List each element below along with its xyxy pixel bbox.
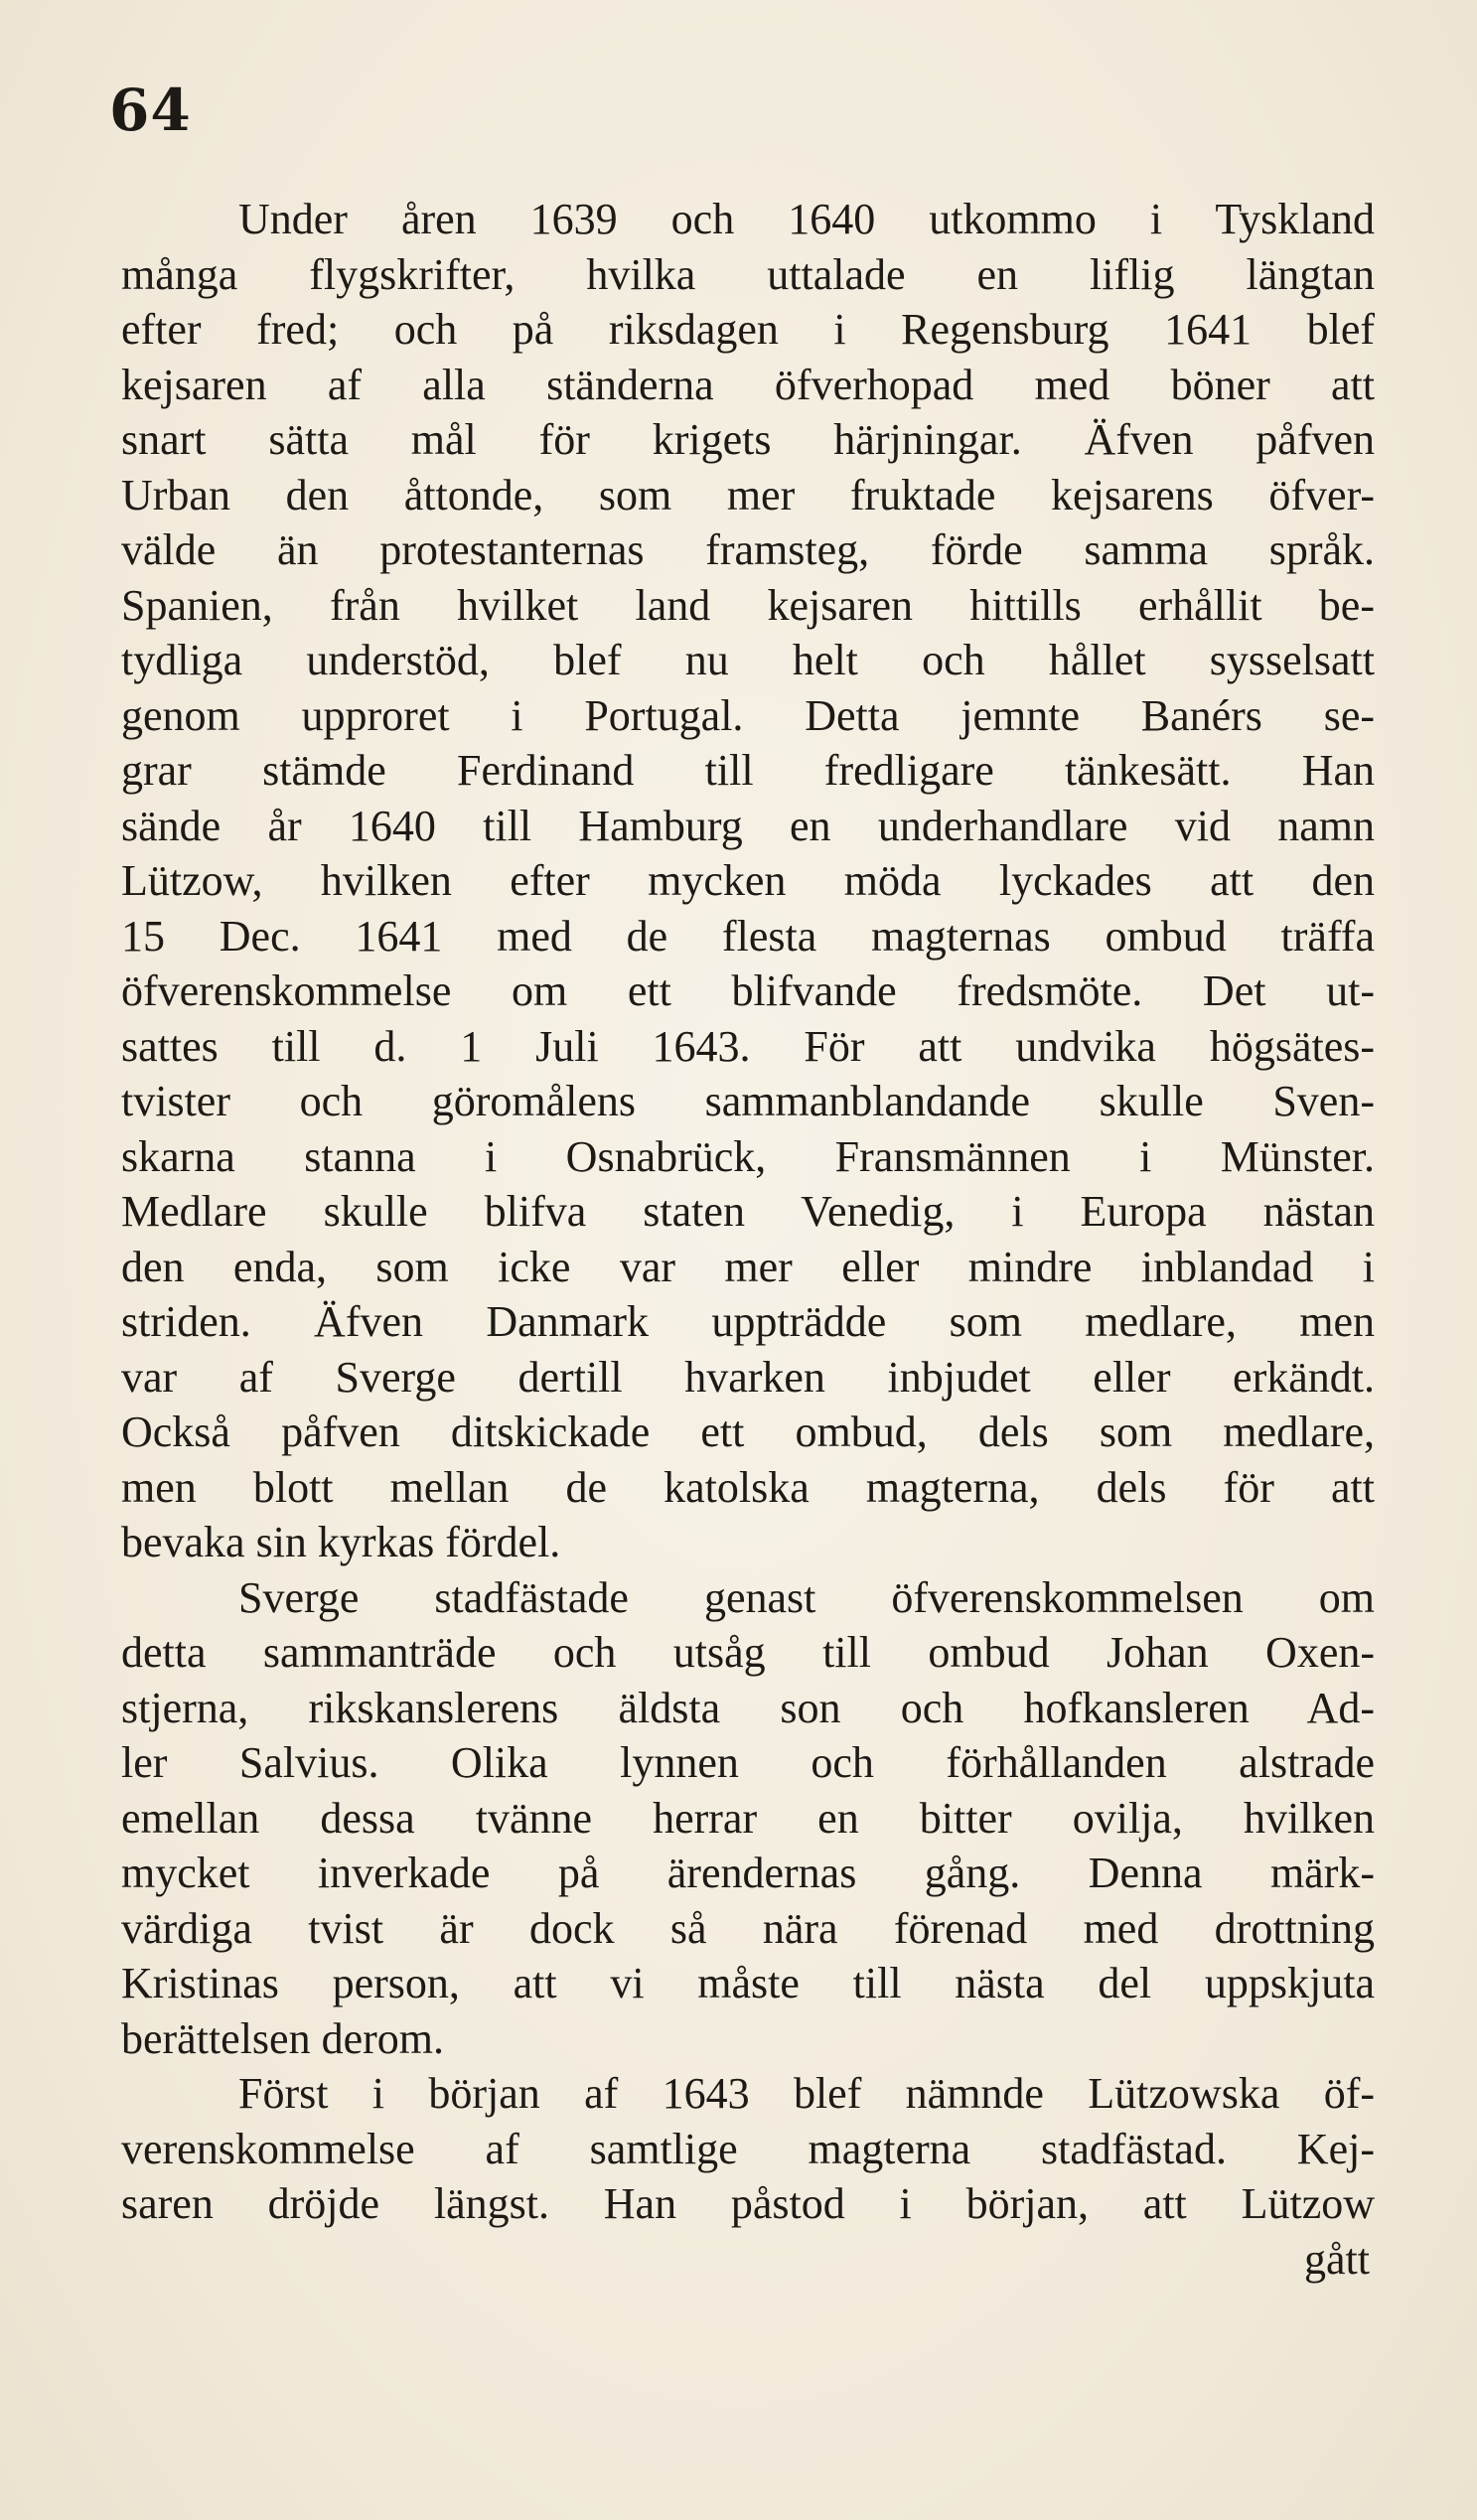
text-line: genom upproret i Portugal. Detta jemnte Banérs se- — [121, 690, 1375, 740]
text-line: grar stämde Ferdinand till fredligare tänkesätt. Han — [121, 746, 1375, 795]
text-line: tvister och göromålens sammanblandande skulle Sven- — [121, 1077, 1375, 1125]
text-line: detta sammanträde och utsåg till ombud Johan Oxen- — [121, 1628, 1375, 1677]
text-line: kejsaren af alla ständerna öfverhopad med böner att — [121, 360, 1375, 409]
text-line: Lützow, hvilken efter mycken möda lyckades att den — [121, 856, 1375, 905]
text-line: snart sätta mål för krigets härjningar. Äfven påfven — [121, 415, 1375, 464]
text-line: Spanien, från hvilket land kejsaren hittills erhållit be- — [121, 580, 1375, 630]
text-line: värdiga tvist är dock så nära förenad med drottning — [121, 1903, 1375, 1953]
text-line: efter fred; och på riksdagen i Regensburg 1641 blef — [121, 305, 1375, 354]
text-line: Medlare skulle blifva staten Venedig, i Europa nästan — [121, 1187, 1375, 1236]
page-number: 64 — [109, 76, 192, 144]
text-line: verenskommelse af samtlige magterna stadfästad. Kej- — [121, 2124, 1375, 2173]
text-line: saren dröjde längst. Han påstod i början, att Lützow — [121, 2179, 1375, 2228]
text-line: sattes till d. 1 Juli 1643. För att undvika högsätes- — [121, 1021, 1375, 1071]
text-line: Kristinas person, att vi måste till nästa del uppskjuta — [121, 1959, 1375, 2007]
text-line: var af Sverge dertill hvarken inbjudet eller erkändt. — [121, 1352, 1375, 1402]
text-line: bevaka sin kyrkas fördel. — [121, 1518, 561, 1566]
catchword: gått — [1304, 2234, 1370, 2284]
text-line: Också påfven ditskickade ett ombud, dels som medlare, — [121, 1408, 1375, 1456]
text-line: striden. Äfven Danmark uppträdde som medlare, men — [121, 1297, 1375, 1346]
text-line: tydliga understöd, blef nu helt och hållet sysselsatt — [121, 636, 1375, 684]
text-line: den enda, som icke var mer eller mindre inblandad i — [121, 1242, 1375, 1291]
text-line: Urban den åttonde, som mer fruktade kejsarens öfver- — [121, 470, 1375, 519]
text-line: emellan dessa tvänne herrar en bitter ovilja, hvilken — [121, 1793, 1375, 1843]
text-line: Först i början af 1643 blef nämnde Lützowska öf- — [238, 2069, 1375, 2118]
text-line: många flygskrifter, hvilka uttalade en liflig längtan — [121, 249, 1375, 299]
text-line: öfverenskommelse om ett blifvande fredsmöte. Det ut- — [121, 966, 1375, 1015]
text-line: sände år 1640 till Hamburg en underhandlare vid namn — [121, 801, 1375, 850]
text-line: men blott mellan de katolska magterna, dels för att — [121, 1462, 1375, 1512]
text-line: ler Salvius. Olika lynnen och förhållanden alstrade — [121, 1738, 1375, 1787]
text-line: skarna stanna i Osnabrück, Fransmännen i Münster. — [121, 1131, 1375, 1181]
text-line: stjerna, rikskanslerens äldsta son och hofkansleren Ad- — [121, 1683, 1375, 1732]
text-line: Under åren 1639 och 1640 utkommo i Tyskland — [238, 195, 1375, 243]
text-line: välde än protestanternas framsteg, förde samma språk. — [121, 525, 1375, 574]
text-line: mycket inverkade på ärendernas gång. Denna märk- — [121, 1849, 1375, 1897]
text-line: Sverge stadfästade genast öfverenskommelsen om — [238, 1572, 1375, 1622]
body-text — [121, 192, 1375, 2287]
text-line: 15 Dec. 1641 med de flesta magternas ombud träffa — [121, 911, 1375, 961]
text-line: berättelsen derom. — [121, 2013, 444, 2063]
